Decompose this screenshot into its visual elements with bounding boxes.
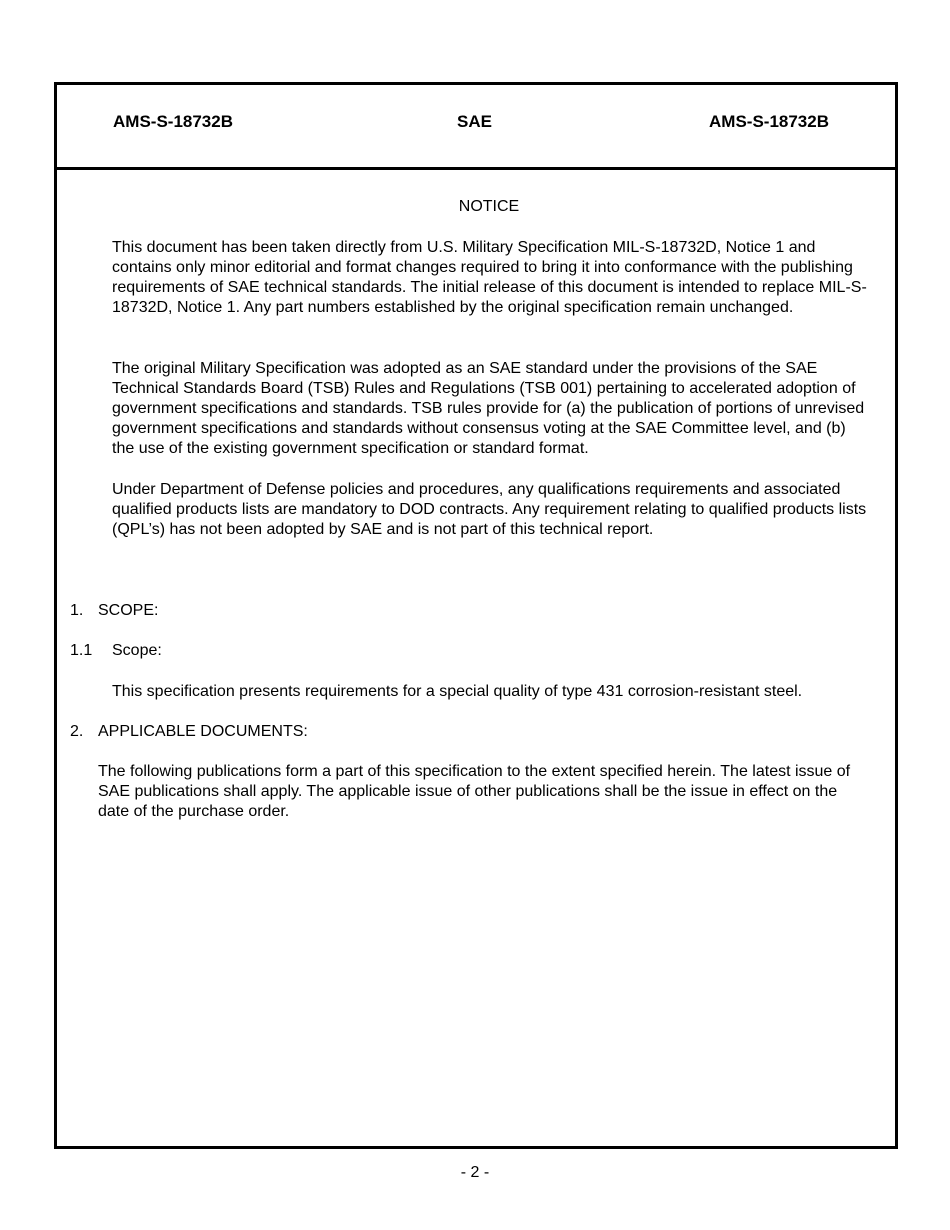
header-doc-id-left: AMS-S-18732B xyxy=(113,112,233,131)
notice-title: NOTICE xyxy=(458,198,520,215)
section-scope-title: SCOPE: xyxy=(98,602,159,619)
notice-paragraph-1: This document has been taken directly from U.S. Military Specification MIL-S-18732D, Notice 1 and contains only minor editorial and format changes required to bring it into conformance with the publishing requirements of SAE technical standards. The initial release of this document is intended to replace MIL-S-18732D, Notice 1. Any part numbers established by the original specification remain unchanged. xyxy=(112,239,867,316)
notice-paragraph-3: Under Department of Defense policies and procedures, any qualifications requirements and associated qualified products lists are mandatory to DOD contracts. Any requirement relating to qualified products lists (QPL’s) has not been adopted by SAE and is not part of this technical report. xyxy=(112,481,867,538)
section-applicable-documents-number: 2. xyxy=(70,723,84,740)
section-applicable-documents-title: APPLICABLE DOCUMENTS: xyxy=(98,723,308,740)
page-number: - 2 - xyxy=(460,1164,490,1181)
header-organization: SAE xyxy=(457,112,492,131)
section-scope-1-1-number: 1.1 xyxy=(70,642,93,659)
header-doc-id-right: AMS-S-18732B xyxy=(709,112,829,131)
document-header xyxy=(57,85,895,170)
notice-paragraph-2: The original Military Specification was adopted as an SAE standard under the provisions of the SAE Technical Standards Board (TSB) Rules and Regulations (TSB 001) pertaining to accelerated adoption of government specifications and standards. TSB rules provide for (a) the publication of portions of unrevised government specifications and standards without consensus voting at the SAE Committee level, and (b) the use of the existing government specification or standard format. xyxy=(112,360,865,457)
section-scope-number: 1. xyxy=(70,602,84,619)
section-scope-1-1-title: Scope: xyxy=(112,642,162,659)
section-scope-1-1-body: This specification presents requirements for a special quality of type 431 corrosion-resistant steel. xyxy=(112,683,803,700)
section-applicable-documents-body: The following publications form a part of this specification to the extent specified herein. The latest issue of SAE publications shall apply. The applicable issue of other publications shall be the issue in effect on the date of the purchase order. xyxy=(98,763,851,820)
